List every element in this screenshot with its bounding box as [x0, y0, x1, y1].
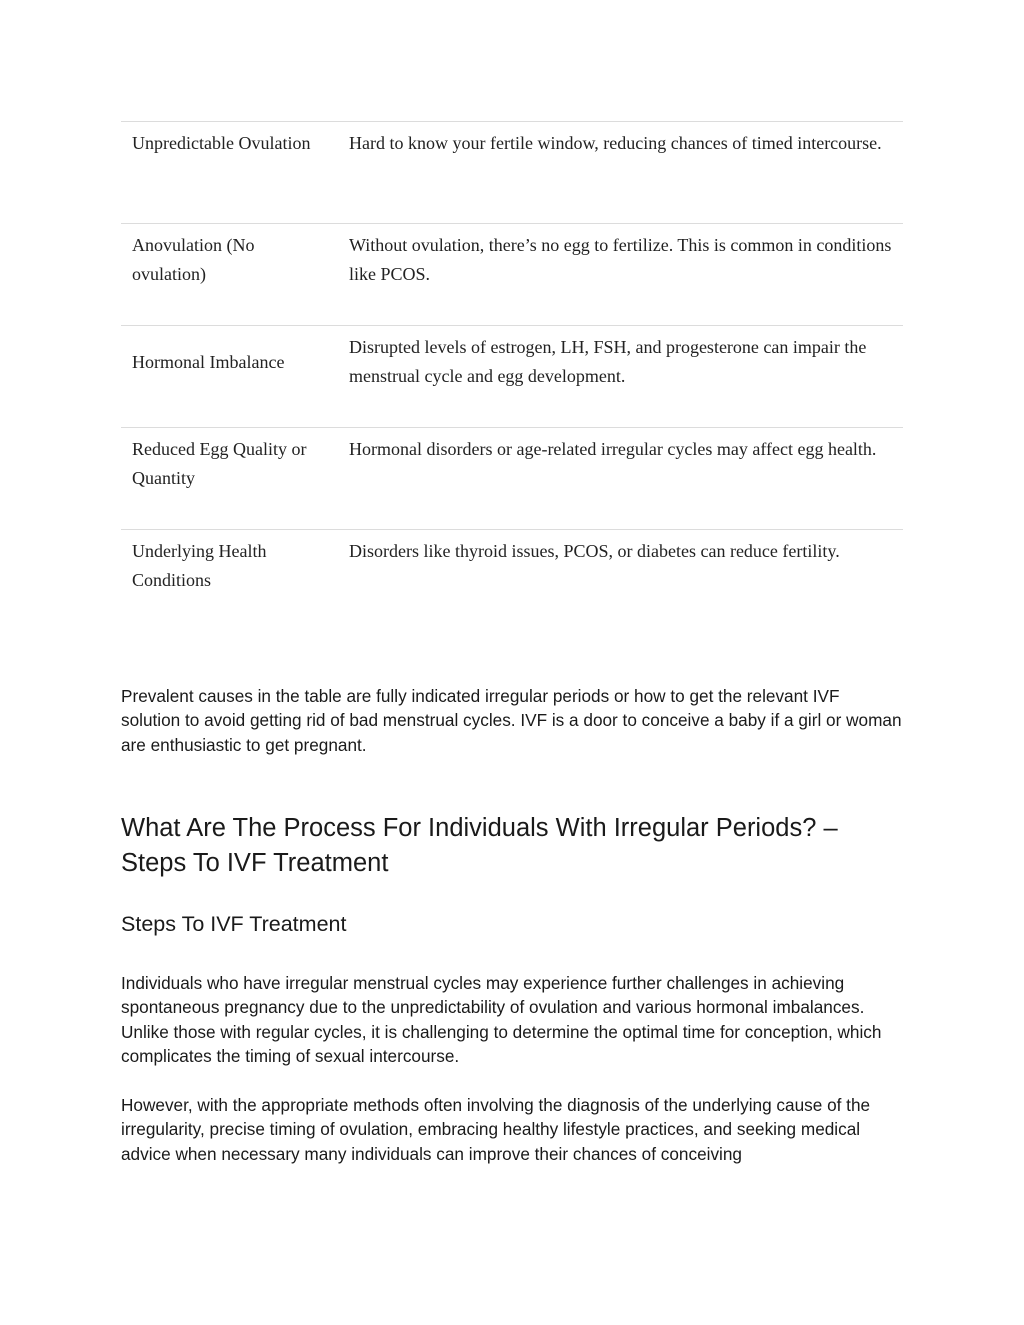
table-row: [121, 325, 903, 427]
table-cell-effect: Hormonal disorders or age-related irregular cycles may affect egg health.: [349, 439, 877, 459]
table-cell-cause: Hormonal Imbalance: [132, 352, 285, 372]
table-cell-cause: Underlying Health Conditions: [132, 541, 267, 590]
table-cell-cause: Reduced Egg Quality or Quantity: [132, 439, 307, 488]
body-paragraph-1-block: [121, 971, 903, 1068]
table-row: [121, 121, 903, 223]
body-paragraph: However, with the appropriate methods often involving the diagnosis of the underlying cause of the irregularity, precise timing of ovulation, embracing healthy lifestyle practices, and seeking medical advice when necessary many individuals can improve their chances of conceiving: [121, 1095, 871, 1164]
body-paragraph: Individuals who have irregular menstrual cycles may experience further challenges in achieving spontaneous pregnancy due to the unpredictability of ovulation and various hormonal imbalances. Unlike those with regular cycles, it is challenging to determine the optimal time for conception, which complicates the timing of sexual intercourse.: [121, 973, 882, 1066]
table-cell-effect: Without ovulation, there’s no egg to fertilize. This is common in conditions like PCOS.: [349, 235, 892, 284]
subheading-block: [121, 909, 903, 939]
table-cell-cause: Anovulation (No ovulation): [132, 235, 255, 284]
table-cell-cause: Unpredictable Ovulation: [132, 133, 311, 153]
intro-paragraph: Prevalent causes in the table are fully indicated irregular periods or how to get the relevant IVF solution to avoid getting rid of bad menstrual cycles. IVF is a door to conceive a baby if a girl or woman are enthusiastic to get pregnant.: [121, 686, 902, 755]
table-cell-effect: Disrupted levels of estrogen, LH, FSH, and progesterone can impair the menstrual cycle and egg development.: [349, 337, 867, 386]
intro-paragraph-block: [121, 684, 903, 757]
body-paragraph-2-block: [121, 1093, 903, 1166]
table-cell-effect: Disorders like thyroid issues, PCOS, or diabetes can reduce fertility.: [349, 541, 840, 561]
table-row: [121, 529, 903, 632]
causes-table: [121, 121, 903, 632]
table-row: [121, 223, 903, 325]
section-heading: What Are The Process For Individuals With Irregular Periods? – Steps To IVF Treatment: [121, 814, 838, 877]
section-heading-block: [121, 811, 903, 881]
subheading: Steps To IVF Treatment: [121, 912, 347, 936]
table-row: [121, 427, 903, 529]
table-cell-effect: Hard to know your fertile window, reducing chances of timed intercourse.: [349, 133, 882, 153]
